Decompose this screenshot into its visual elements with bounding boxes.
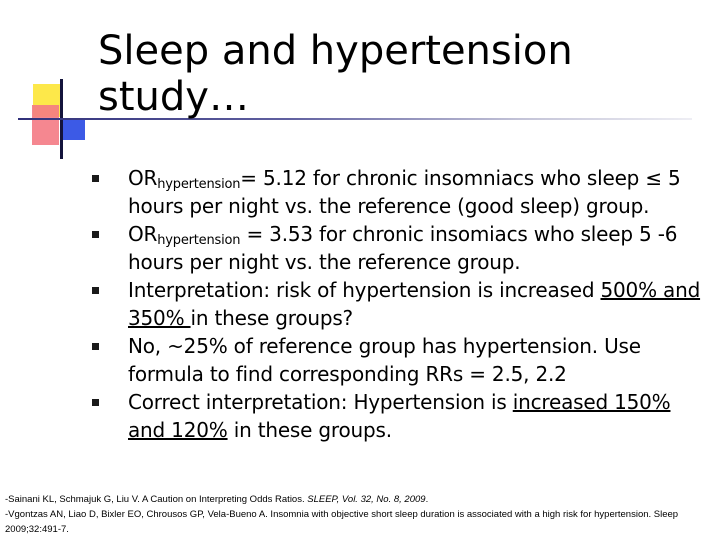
- slide-title: [98, 28, 698, 120]
- bullet-item: [92, 164, 708, 220]
- square-bullet-icon: [92, 175, 99, 182]
- bullet-text: No, ~25% of reference group has hypertension. Use formula to find corresponding RRs = 2.5, 2.2: [128, 334, 641, 386]
- bullet-text: Interpretation: risk of hypertension is increased 500% and 350% in these groups?: [128, 278, 701, 330]
- bullet-text: $OR_{hypertension}= 5.12$ for chronic insomniacs who sleep ≤ 5 hours per night vs. the reference (good sleep) group.: [128, 166, 681, 218]
- square-bullet-icon: [92, 343, 99, 350]
- reference-1: -Sainani KL, Schmajuk G, Liu V. A Caution on Interpreting Odds Ratios. SLEEP, Vol. 32, No. 8, 2009.: [5, 494, 429, 505]
- references: [5, 492, 715, 537]
- square-bullet-icon: [92, 399, 99, 406]
- square-bullet-icon: [92, 287, 99, 294]
- slide-title-line1: Sleep and hypertension: [98, 28, 573, 74]
- bullet-text: $OR_{hypertension} = 3.53$ for chronic insomiacs who sleep 5 -6 hours per night vs. the reference group.: [128, 222, 678, 274]
- square-bullet-icon: [92, 231, 99, 238]
- underlined-text: increased 150% and 120%: [128, 390, 671, 442]
- underlined-text: 500% and 350%: [128, 278, 701, 330]
- decor-red-square: [32, 105, 59, 145]
- bullet-item: [92, 220, 708, 276]
- bullet-item: [92, 332, 708, 388]
- reference-2: -Vgontzas AN, Liao D, Bixler EO, Chrousos GP, Vela-Bueno A. Insomnia with objective short sleep duration is associated with a high risk for hypertension. Sleep 2009;32:491-7.: [5, 509, 679, 535]
- bullet-list: [92, 164, 708, 444]
- bullet-item: [92, 276, 708, 332]
- bullet-item: [92, 388, 708, 444]
- slide-title-line2: study…: [98, 74, 249, 120]
- decor-blue-square: [60, 118, 85, 140]
- bullet-text: Correct interpretation: Hypertension is increased 150% and 120% in these groups.: [128, 390, 671, 442]
